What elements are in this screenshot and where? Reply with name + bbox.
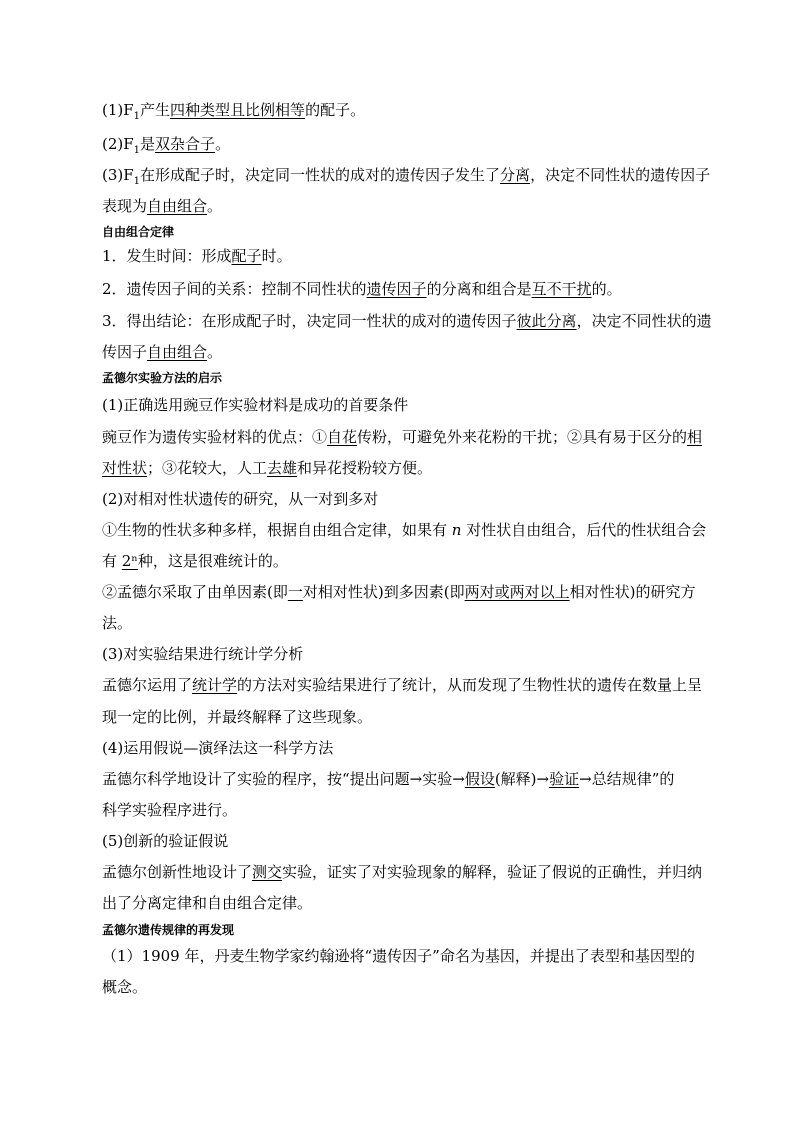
text-line (102, 613, 722, 633)
text-line (102, 520, 722, 540)
text-segment: 孟德尔运用了 (102, 676, 193, 694)
text-line (102, 246, 722, 266)
text-segment: 的配子。 (305, 101, 366, 119)
text-segment: 孟德尔科学地设计了实验的程序，按“提出问题→实验→ (102, 770, 465, 788)
text-line (102, 675, 722, 695)
text-segment: (3)F (102, 166, 134, 184)
text-segment: 传因子 (102, 343, 148, 361)
underlined-term: 对性状 (102, 459, 148, 477)
underlined-term: 四种类型且比例相等 (170, 101, 306, 119)
text-segment: 1 (133, 145, 141, 156)
underlined-term: 彼此分离 (516, 312, 577, 330)
text-segment: (2)F (102, 135, 134, 153)
text-line (102, 644, 722, 664)
text-segment: （1）1909 年，丹麦生物学家约翰逊将“遗传因子”命名为基因，并提出了表型和基因型的 (102, 947, 695, 965)
text-segment: →总结规律”的 (579, 770, 675, 788)
text-segment: (3)对实验结果进行统计学分析 (102, 645, 304, 663)
text-line (102, 800, 722, 820)
text-line (102, 342, 722, 362)
text-segment: ；③花较大，人工 (147, 459, 268, 477)
text-segment: 1 (133, 176, 141, 187)
text-segment: 的分离和组合是 (426, 280, 532, 298)
text-segment: n (451, 521, 462, 539)
text-line (102, 165, 722, 192)
underlined-term: 自花 (327, 428, 358, 446)
underlined-term: 2ⁿ (121, 552, 138, 570)
text-line (102, 196, 722, 216)
text-segment: 孟德尔实验方法的启示 (102, 371, 223, 385)
text-line (102, 551, 722, 571)
text-line (102, 707, 722, 727)
underlined-term: 互不干扰 (531, 280, 592, 298)
text-segment: 对性状自由组合，后代的性状组合会 (461, 521, 707, 539)
text-segment: 3．得出结论：在形成配子时，决定同一性状的成对的遗传因子 (102, 312, 517, 330)
text-segment: 自由组合定律 (102, 225, 175, 239)
text-segment: (解释)→ (494, 770, 550, 788)
text-segment: (5)创新的验证假说 (102, 832, 229, 850)
text-segment: ，决定不同性状的遗 (576, 312, 712, 330)
text-segment: 概念。 (102, 978, 148, 996)
text-segment: 豌豆作为遗传实验材料的优点：① (102, 428, 328, 446)
text-segment: 的。 (591, 280, 622, 298)
text-line (102, 738, 722, 758)
text-segment: 科学实验程序进行。 (102, 801, 238, 819)
text-line (102, 977, 722, 997)
text-segment: ，决定不同性状的遗传因子 (530, 166, 711, 184)
underlined-term: 遗传因子 (366, 280, 427, 298)
text-segment: 1．发生时间：形成 (102, 247, 232, 265)
text-line (102, 134, 722, 161)
text-segment: 1 (133, 111, 141, 122)
text-segment: 。 (207, 197, 223, 215)
text-segment: 法。 (102, 614, 133, 632)
underlined-term: 测交 (252, 863, 283, 881)
text-segment: 和异花授粉较方便。 (297, 459, 433, 477)
underlined-term: 验证 (549, 770, 580, 788)
text-segment: 现一定的比例，并最终解释了这些现象。 (102, 708, 373, 726)
text-line (102, 279, 722, 299)
text-segment: 实验，证实了对实验现象的解释，验证了假说的正确性，并归纳 (282, 863, 703, 881)
section-heading (102, 224, 174, 240)
text-segment: 的方法对实验结果进行了统计，从而发现了生物性状的遗传在数量上呈 (237, 676, 703, 694)
text-segment: 孟德尔创新性地设计了 (102, 863, 253, 881)
text-segment: (4)运用假说—演绎法这一科学方法 (102, 739, 334, 757)
text-line (102, 893, 722, 913)
text-segment: 相对性状)的研究方 (569, 583, 696, 601)
text-segment: 2．遗传因子间的关系：控制不同性状的 (102, 280, 367, 298)
text-segment: 在形成配子时，决定同一性状的成对的遗传因子发生了 (140, 166, 501, 184)
underlined-term: 自由组合 (147, 197, 208, 215)
section-heading (102, 922, 234, 938)
text-segment: 孟德尔遗传规律的再发现 (102, 923, 235, 937)
underlined-term: 一 (287, 583, 303, 601)
text-line (102, 395, 722, 415)
text-segment: 时。 (261, 247, 292, 265)
text-segment: (2)对相对性状遗传的研究，从一对到多对 (102, 490, 379, 508)
section-heading (102, 370, 222, 386)
text-segment: 出了分离定律和自由组合定律。 (102, 894, 313, 912)
text-segment: 。 (215, 135, 231, 153)
text-segment: 是 (140, 135, 156, 153)
text-segment: ①生物的性状多种多样，根据自由组合定律，如果有 (102, 521, 452, 539)
text-segment: 传粉，可避免外来花粉的干扰；②具有易于区分的 (357, 428, 688, 446)
text-line (102, 946, 722, 966)
text-line (102, 311, 722, 331)
text-line (102, 769, 722, 789)
text-segment: (1)F (102, 101, 134, 119)
underlined-term: 统计学 (192, 676, 238, 694)
underlined-term: 配子 (231, 247, 262, 265)
text-segment: 表现为 (102, 197, 148, 215)
text-segment: 对相对性状)到多因素(即 (302, 583, 465, 601)
text-line (102, 427, 722, 447)
text-segment: (1)正确选用豌豆作实验材料是成功的首要条件 (102, 396, 409, 414)
text-line (102, 489, 722, 509)
text-segment: 有 (102, 552, 122, 570)
text-line (102, 582, 722, 602)
underlined-term: 双杂合子 (155, 135, 216, 153)
text-line (102, 862, 722, 882)
text-line (102, 100, 722, 127)
text-line (102, 458, 722, 478)
underlined-term: 去雄 (267, 459, 298, 477)
text-segment: ②孟德尔采取了由单因素(即 (102, 583, 288, 601)
text-segment: 产生 (140, 101, 171, 119)
text-segment: 种，这是很难统计的。 (137, 552, 288, 570)
text-line (102, 831, 722, 851)
underlined-term: 自由组合 (147, 343, 208, 361)
underlined-term: 两对或两对以上 (464, 583, 570, 601)
underlined-term: 分离 (500, 166, 531, 184)
text-segment: 。 (207, 343, 223, 361)
underlined-term: 假设 (464, 770, 495, 788)
underlined-term: 相 (687, 428, 703, 446)
